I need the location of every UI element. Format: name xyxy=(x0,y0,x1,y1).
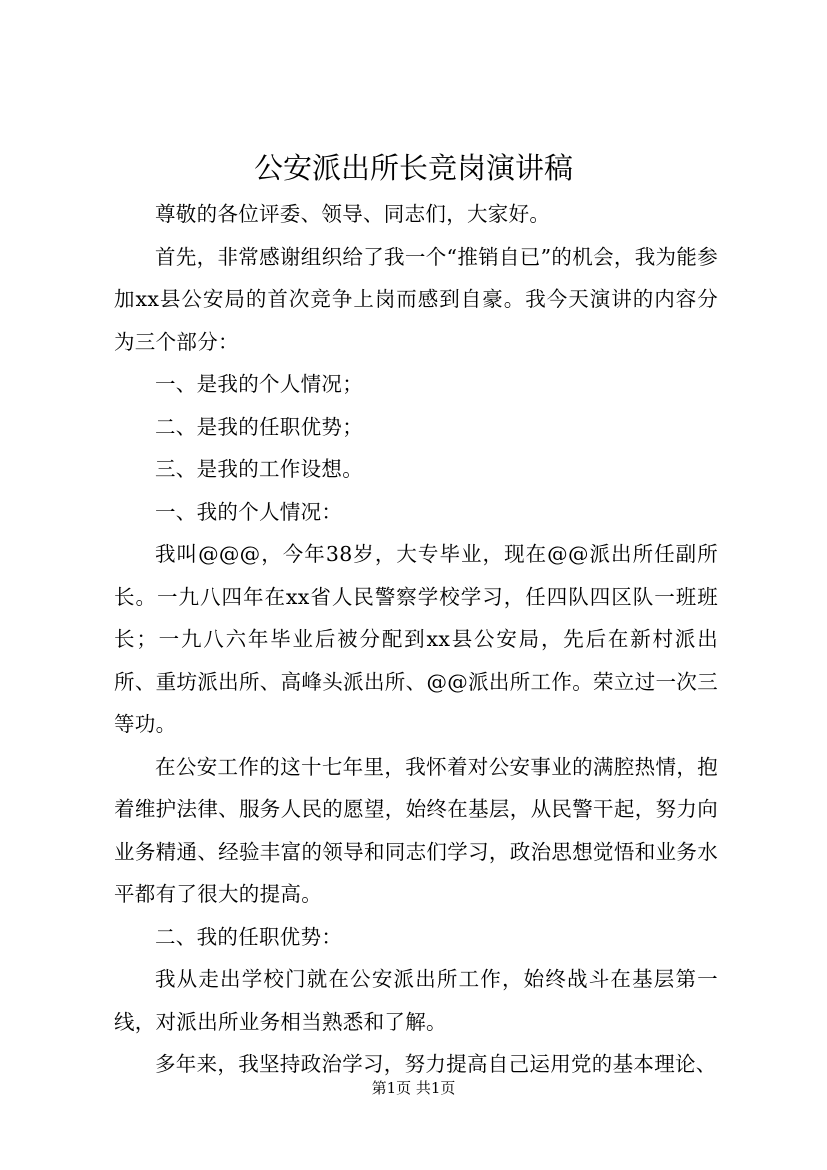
paragraph-part-one: 一、是我的个人情况； xyxy=(155,372,363,396)
document-body xyxy=(114,193,718,1086)
paragraph-advantages: 我从走出学校门就在公安派出所工作，始终战斗在基层第一线，对派出所业务相当熟悉和了解。 xyxy=(114,967,718,1034)
document-title: 公安派出所长竞岗演讲稿 xyxy=(253,151,573,185)
paragraph-experience: 在公安工作的这十七年里，我怀着对公安事业的满腔热情，抱着维护法律、服务人民的愿望，始终在基层，从民警干起，努力向业务精通、经验丰富的领导和同志们学习，政治思想觉悟和业务水平都有了很大的提高。 xyxy=(114,754,718,906)
paragraph-part-three: 三、是我的工作设想。 xyxy=(155,457,363,481)
section-heading-personal: 一、我的个人情况： xyxy=(155,499,343,524)
section-heading-advantages: 二、我的任职优势： xyxy=(155,924,343,949)
paragraph-intro: 首先，非常感谢组织给了我一个“推销自已”的机会，我为能参加xx县公安局的首次竞争上岗而感到自豪。我今天演讲的内容分为三个部分： xyxy=(114,244,718,354)
paragraph-greeting: 尊敬的各位评委、领导、同志们，大家好。 xyxy=(155,202,551,226)
page-footer: 第1页 共1页 xyxy=(371,1079,456,1097)
paragraph-personal-info: 我叫@@@，今年38岁，大专毕业，现在@@派出所任副所长。一九八四年在xx省人民警察学校学习，任四队四区队一班班长；一九八六年毕业后被分配到xx县公安局，先后在新村派出所、重坊派出所、高峰头派出所、@@派出所工作。荣立过一次三等功。 xyxy=(114,542,718,736)
paragraph-study: 多年来，我坚持政治学习，努力提高自己运用党的基本理论、 xyxy=(155,1052,717,1076)
paragraph-part-two: 二、是我的任职优势； xyxy=(155,414,363,439)
